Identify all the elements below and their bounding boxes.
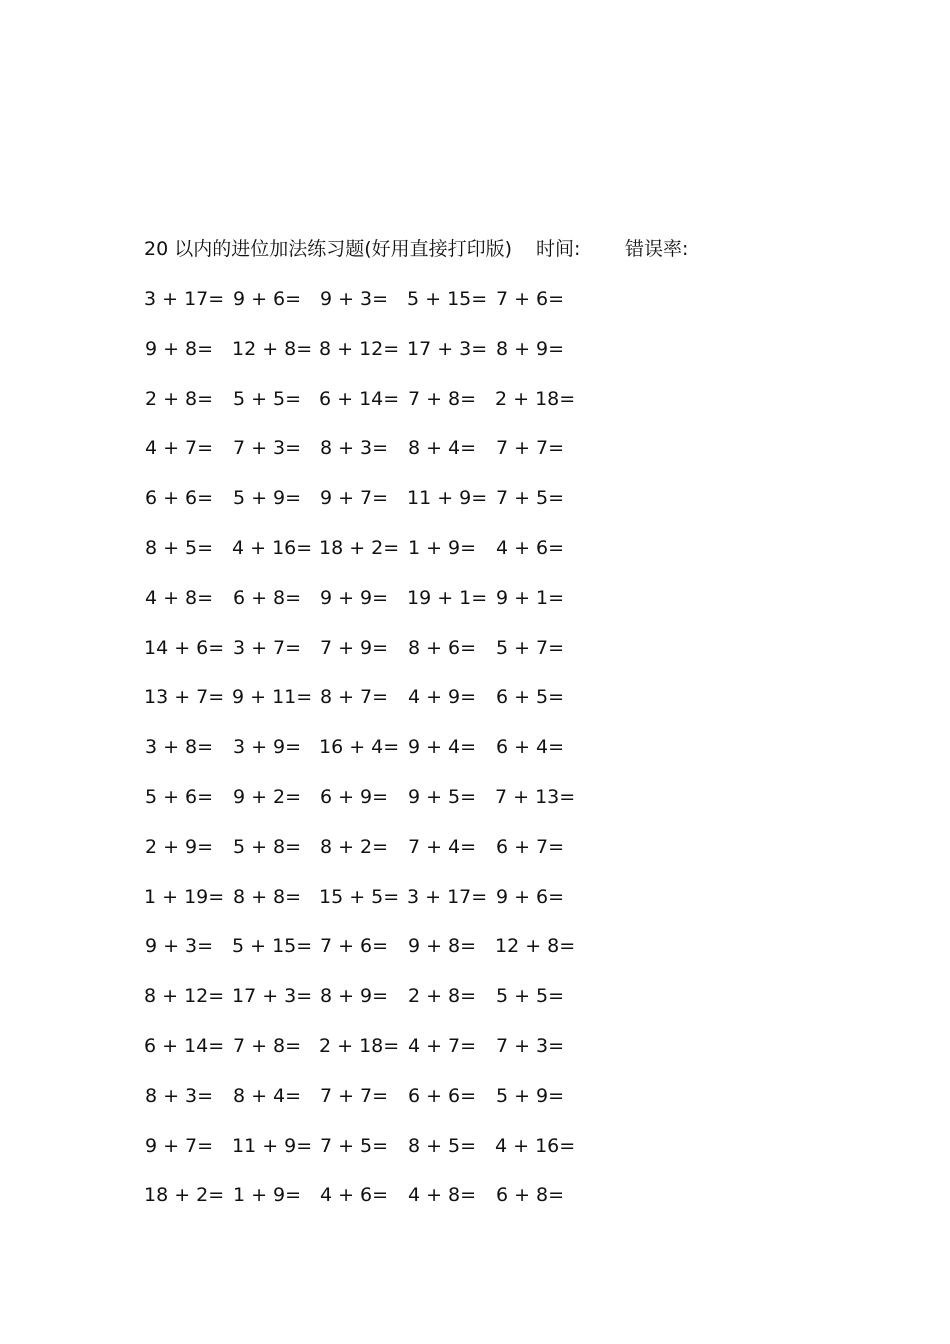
problem-cell: 8 + 2= — [319, 836, 389, 858]
problem-row — [144, 435, 604, 461]
problem-cell: 8 + 9= — [495, 338, 565, 360]
problem-cell: 3 + 17= — [144, 288, 225, 310]
problem-row — [144, 784, 604, 810]
problem-cell: 12 + 8= — [495, 935, 576, 957]
problem-cell: 7 + 9= — [319, 637, 389, 659]
problem-cell: 4 + 9= — [407, 686, 477, 708]
problem-cell: 1 + 9= — [232, 1184, 302, 1206]
problem-cell: 1 + 9= — [407, 537, 477, 559]
problem-cell: 13 + 7= — [144, 686, 225, 708]
problem-cell: 5 + 15= — [232, 935, 313, 957]
problem-cell: 18 + 2= — [319, 537, 400, 559]
problem-cell: 9 + 5= — [407, 786, 477, 808]
problem-cell: 5 + 15= — [407, 288, 488, 310]
problem-cell: 12 + 8= — [232, 338, 313, 360]
problem-cell: 3 + 8= — [144, 736, 214, 758]
problem-cell: 7 + 7= — [495, 437, 565, 459]
problem-row — [144, 1182, 604, 1208]
problem-cell: 6 + 14= — [144, 1035, 225, 1057]
problem-cell: 7 + 13= — [495, 786, 576, 808]
problem-row — [144, 884, 604, 910]
problem-cell: 8 + 4= — [407, 437, 477, 459]
problem-cell: 4 + 8= — [144, 587, 214, 609]
problem-cell: 6 + 5= — [495, 686, 565, 708]
problem-cell: 9 + 3= — [144, 935, 214, 957]
problem-cell: 4 + 6= — [495, 537, 565, 559]
problem-row — [144, 734, 604, 760]
problem-cell: 8 + 12= — [319, 338, 400, 360]
problem-cell: 4 + 7= — [144, 437, 214, 459]
problem-row — [144, 933, 604, 959]
problem-cell: 4 + 16= — [232, 537, 313, 559]
problem-cell: 2 + 18= — [495, 388, 576, 410]
problem-cell: 6 + 8= — [495, 1184, 565, 1206]
problem-row — [144, 286, 604, 312]
problem-cell: 6 + 8= — [232, 587, 302, 609]
problem-cell: 6 + 7= — [495, 836, 565, 858]
problem-cell: 7 + 8= — [407, 388, 477, 410]
problem-cell: 8 + 5= — [407, 1135, 477, 1157]
problem-cell: 5 + 5= — [495, 985, 565, 1007]
problem-cell: 6 + 4= — [495, 736, 565, 758]
problem-cell: 7 + 5= — [319, 1135, 389, 1157]
worksheet-header — [144, 236, 689, 262]
problem-cell: 9 + 8= — [144, 338, 214, 360]
problem-cell: 2 + 18= — [319, 1035, 400, 1057]
problem-cell: 6 + 6= — [144, 487, 214, 509]
problem-cell: 9 + 6= — [232, 288, 302, 310]
problem-cell: 7 + 4= — [407, 836, 477, 858]
time-label: 时间: — [536, 238, 581, 260]
problem-row — [144, 635, 604, 661]
problem-cell: 4 + 8= — [407, 1184, 477, 1206]
problem-cell: 11 + 9= — [407, 487, 488, 509]
problem-cell: 17 + 3= — [407, 338, 488, 360]
problem-row — [144, 485, 604, 511]
problem-cell: 8 + 9= — [319, 985, 389, 1007]
problem-cell: 8 + 4= — [232, 1085, 302, 1107]
problem-cell: 5 + 6= — [144, 786, 214, 808]
problem-cell: 15 + 5= — [319, 886, 400, 908]
problem-cell: 5 + 8= — [232, 836, 302, 858]
problem-cell: 4 + 7= — [407, 1035, 477, 1057]
problem-cell: 9 + 7= — [144, 1135, 214, 1157]
problem-cell: 3 + 9= — [232, 736, 302, 758]
problem-cell: 9 + 11= — [232, 686, 313, 708]
problem-row — [144, 386, 604, 412]
problem-row — [144, 684, 604, 710]
problem-cell: 5 + 5= — [232, 388, 302, 410]
problem-cell: 5 + 9= — [232, 487, 302, 509]
problem-cell: 7 + 5= — [495, 487, 565, 509]
problem-cell: 8 + 6= — [407, 637, 477, 659]
problem-cell: 9 + 4= — [407, 736, 477, 758]
problem-cell: 2 + 8= — [144, 388, 214, 410]
problem-cell: 3 + 17= — [407, 886, 488, 908]
problem-row — [144, 834, 604, 860]
problem-row — [144, 1133, 604, 1159]
problem-cell: 11 + 9= — [232, 1135, 313, 1157]
problem-cell: 6 + 6= — [407, 1085, 477, 1107]
problem-cell: 19 + 1= — [407, 587, 488, 609]
problem-cell: 4 + 16= — [495, 1135, 576, 1157]
problem-cell: 7 + 3= — [495, 1035, 565, 1057]
problem-cell: 7 + 6= — [319, 935, 389, 957]
problem-row — [144, 1083, 604, 1109]
problem-cell: 9 + 3= — [319, 288, 389, 310]
problem-cell: 8 + 12= — [144, 985, 225, 1007]
problem-cell: 9 + 7= — [319, 487, 389, 509]
problem-cell: 17 + 3= — [232, 985, 313, 1007]
problem-cell: 14 + 6= — [144, 637, 225, 659]
problem-row — [144, 1033, 604, 1059]
problem-cell: 5 + 9= — [495, 1085, 565, 1107]
problem-cell: 4 + 6= — [319, 1184, 389, 1206]
problem-cell: 7 + 3= — [232, 437, 302, 459]
problem-cell: 8 + 3= — [144, 1085, 214, 1107]
problem-cell: 2 + 8= — [407, 985, 477, 1007]
error-rate-label: 错误率: — [625, 238, 689, 260]
problem-cell: 16 + 4= — [319, 736, 400, 758]
problem-cell: 9 + 9= — [319, 587, 389, 609]
problem-cell: 9 + 2= — [232, 786, 302, 808]
problem-cell: 9 + 1= — [495, 587, 565, 609]
problem-row — [144, 585, 604, 611]
problem-cell: 7 + 7= — [319, 1085, 389, 1107]
problem-cell: 8 + 8= — [232, 886, 302, 908]
problem-cell: 6 + 9= — [319, 786, 389, 808]
problem-cell: 2 + 9= — [144, 836, 214, 858]
problem-cell: 5 + 7= — [495, 637, 565, 659]
problem-cell: 7 + 8= — [232, 1035, 302, 1057]
problem-cell: 18 + 2= — [144, 1184, 225, 1206]
problem-cell: 9 + 8= — [407, 935, 477, 957]
problem-cell: 1 + 19= — [144, 886, 225, 908]
problem-cell: 8 + 5= — [144, 537, 214, 559]
problem-row — [144, 983, 604, 1009]
worksheet-title: 20 以内的进位加法练习题(好用直接打印版) — [144, 238, 513, 260]
problem-row — [144, 535, 604, 561]
problem-cell: 7 + 6= — [495, 288, 565, 310]
problem-row — [144, 336, 604, 362]
problem-cell: 8 + 3= — [319, 437, 389, 459]
problem-cell: 8 + 7= — [319, 686, 389, 708]
problem-cell: 6 + 14= — [319, 388, 400, 410]
problem-cell: 3 + 7= — [232, 637, 302, 659]
problem-cell: 9 + 6= — [495, 886, 565, 908]
